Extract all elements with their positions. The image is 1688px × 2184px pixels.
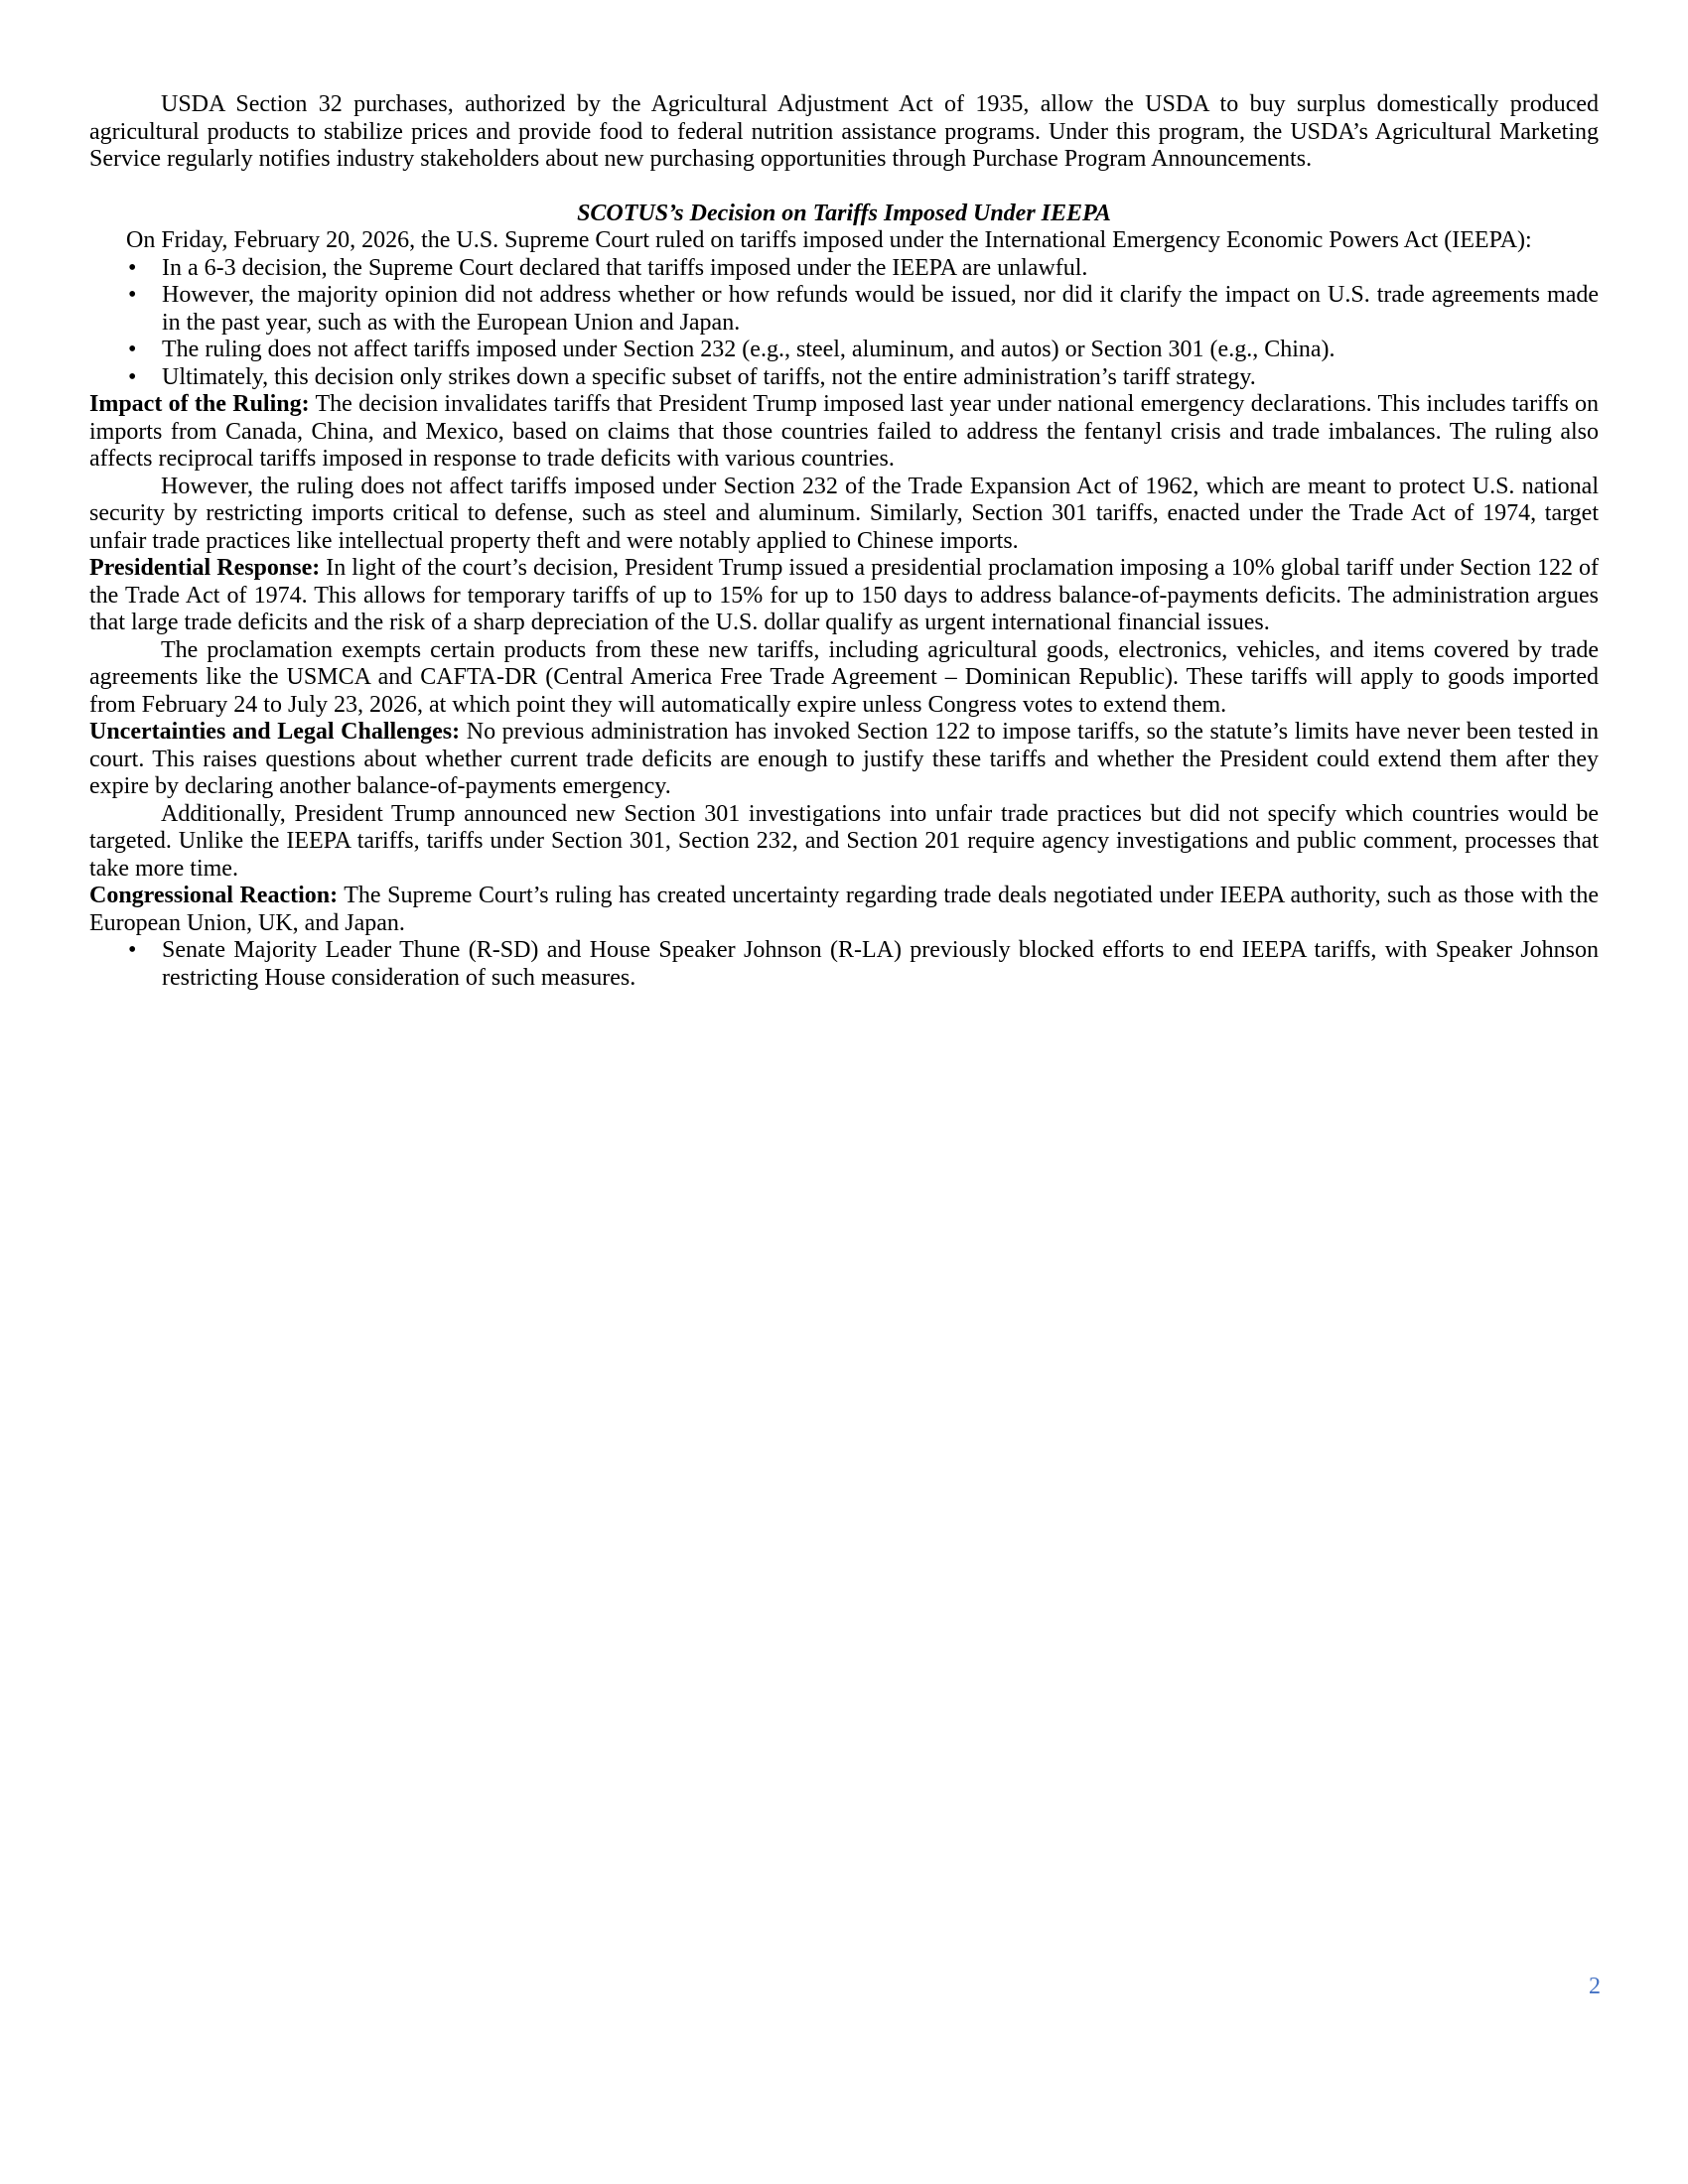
section-heading-scotus-decision: SCOTUS’s Decision on Tariffs Imposed Under IEEPA xyxy=(577,200,1111,226)
label-congressional-reaction: Congressional Reaction: xyxy=(89,883,339,908)
paragraph-usda-section32: USDA Section 32 purchases, authorized by the Agricultural Adjustment Act of 1935, allow the USDA to buy surplus domestically produced agricultural products to stabilize prices and provide food to federal nutrition assistance programs. Under this program, the USDA’s Agricultural Marketing Service regularly notifies industry stakeholders about new purchasing opportunities through Purchase Program Announcements. xyxy=(89,91,1599,172)
paragraph-proclamation-exemptions: The proclamation exempts certain products from these new tariffs, including agricultural goods, electronics, vehicles, and items covered by trade agreements like the USMCA and CAFTA-DR (Central America Free Trade Agreement – Dominican Republic). These tariffs will apply to goods imported from February 24 to July 23, 2026, at which point they will automatically expire unless Congress votes to extend them. xyxy=(89,636,1599,718)
text-congressional-reaction: The Supreme Court’s ruling has created uncertainty regarding trade deals negotiated under IEEPA authority, such as those with the European Union, UK, and Japan. xyxy=(89,883,1599,936)
text-impact-of-ruling: The decision invalidates tariffs that President Trump imposed last year under national emergency declarations. This includes tariffs on imports from Canada, China, and Mexico, based on claims that those countries failed to address the fentanyl crisis and trade imbalances. The ruling also affects reciprocal tariffs imposed in response to trade deficits with various countries. xyxy=(89,391,1599,472)
bullet-item-decision: • In a 6-3 decision, the Supreme Court declared that tariffs imposed under the IEEPA are unlawful. xyxy=(89,255,1599,283)
bullet-item-section232-301: • The ruling does not affect tariffs imposed under Section 232 (e.g., steel, aluminum, and autos) or Section 301 (e.g., China). xyxy=(89,337,1599,364)
label-presidential-response: Presidential Response: xyxy=(89,555,321,581)
page-number: 2 xyxy=(1589,1974,1601,1999)
paragraph-section232-exception: However, the ruling does not affect tariffs imposed under Section 232 of the Trade Expansion Act of 1962, which are meant to protect U.S. national security by restricting imports critical to defense, such as steel and aluminum. Similarly, Section 301 tariffs, enacted under the Trade Act of 1974, target unfair trade practices like intellectual property theft and were notably applied to Chinese imports. xyxy=(89,473,1599,554)
paragraph-impact-of-ruling xyxy=(89,391,1599,474)
text-presidential-response: In light of the court’s decision, President Trump issued a presidential proclamation imposing a 10% global tariff under Section 122 of the Trade Act of 1974. This allows for temporary tariffs of up to 15% for up to 150 days to address balance-of-payments deficits. The administration argues that large trade deficits and the risk of a sharp depreciation of the U.S. dollar qualify as urgent international financial issues. xyxy=(89,555,1600,635)
paragraph-presidential-response xyxy=(89,555,1599,637)
label-impact-of-ruling: Impact of the Ruling: xyxy=(89,391,310,417)
bullet-list-congressional xyxy=(89,937,1599,992)
text-uncertainties: No previous administration has invoked Section 122 to impose tariffs, so the statute’s limits have never been tested in court. This raises questions about whether current trade deficits are enough to justify these tariffs and whether the President could extend them after they expire by declaring another balance-of-payments emergency. xyxy=(89,719,1599,799)
paragraph-congressional-reaction xyxy=(89,883,1599,937)
bullet-item-thune-johnson: • Senate Majority Leader Thune (R-SD) and House Speaker Johnson (R-LA) previously blocked efforts to end IEEPA tariffs, with Speaker Johnson restricting House consideration of such measures. xyxy=(89,937,1599,992)
paragraph-intro-ruling: On Friday, February 20, 2026, the U.S. Supreme Court ruled on tariffs imposed under the International Emergency Economic Powers Act (IEEPA): xyxy=(126,227,1532,253)
paragraph-uncertainties xyxy=(89,719,1599,801)
paragraph-section301-investigations: Additionally, President Trump announced new Section 301 investigations into unfair trade practices but did not specify which countries would be targeted. Unlike the IEEPA tariffs, tariffs under Section 301, Section 232, and Section 201 require agency investigations and public comment, processes that take more time. xyxy=(89,800,1599,882)
bullet-list-ruling xyxy=(89,255,1599,392)
bullet-item-refunds: • However, the majority opinion did not address whether or how refunds would be issued, nor did it clarify the impact on U.S. trade agreements made in the past year, such as with the European Union and Japan. xyxy=(89,282,1599,337)
bullet-item-subset: • Ultimately, this decision only strikes down a specific subset of tariffs, not the entire administration’s tariff strategy. xyxy=(89,364,1599,392)
label-uncertainties: Uncertainties and Legal Challenges: xyxy=(89,719,461,745)
